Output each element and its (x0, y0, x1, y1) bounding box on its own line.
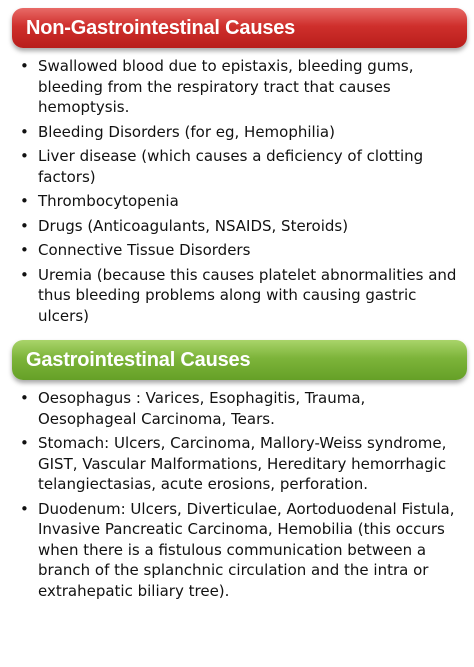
list-item (20, 146, 466, 187)
bullet-icon: • (20, 389, 29, 407)
list-item-text: Swallowed blood due to epistaxis, bleeding gums, bleeding from the respiratory tract that causes hemoptysis. (38, 57, 414, 116)
bullet-icon: • (20, 216, 29, 235)
list-item-text: Oesophagus : Varices, Esophagitis, Trauma, Oesophageal Carcinoma, Tears. (38, 389, 366, 428)
non-gi-causes-list (20, 56, 466, 330)
bullet-icon: • (20, 434, 29, 452)
list-item (20, 388, 466, 429)
gi-causes-header: Gastrointestinal Causes (12, 340, 467, 380)
bullet-icon: • (20, 147, 29, 165)
list-item-text: Duodenum: Ulcers, Diverticulae, Aortoduodenal Fistula, Invasive Pancreatic Carcinoma, Hemobilia (this occurs when there is a fistulous communication between a branch of the splanchnic circulation and the intra or extrahepatic biliary tree). (38, 499, 455, 600)
non-gi-causes-header: Non-Gastrointestinal Causes (12, 8, 467, 48)
list-item (20, 56, 466, 118)
bullet-icon: • (20, 122, 29, 141)
gi-causes-list (20, 388, 466, 605)
bullet-icon: • (20, 57, 29, 75)
list-item-text: Thrombocytopenia (38, 192, 179, 210)
list-item (20, 433, 466, 495)
list-item (20, 499, 466, 602)
list-item (20, 216, 466, 237)
bullet-icon: • (20, 265, 29, 284)
bullet-icon: • (20, 192, 29, 210)
list-item-text: Stomach: Ulcers, Carcinoma, Mallory-Weiss syndrome, GIST, Vascular Malformations, Hereditary hemorrhagic telangiectasias, acute erosions, perforation. (38, 434, 447, 493)
list-item-text: Uremia (because this causes platelet abnormalities and thus bleeding problems along with causing gastric ulcers) (38, 265, 457, 325)
list-item-text: Bleeding Disorders (for eg, Hemophilia) (38, 122, 335, 141)
list-item (20, 191, 466, 212)
list-item-text: Liver disease (which causes a deficiency of clotting factors) (38, 147, 424, 186)
list-item (20, 122, 466, 143)
bullet-icon: • (20, 241, 29, 259)
list-item (20, 240, 466, 261)
list-item (20, 265, 466, 327)
bullet-icon: • (20, 499, 29, 518)
list-item-text: Connective Tissue Disorders (38, 241, 251, 259)
list-item-text: Drugs (Anticoagulants, NSAIDS, Steroids) (38, 216, 349, 235)
